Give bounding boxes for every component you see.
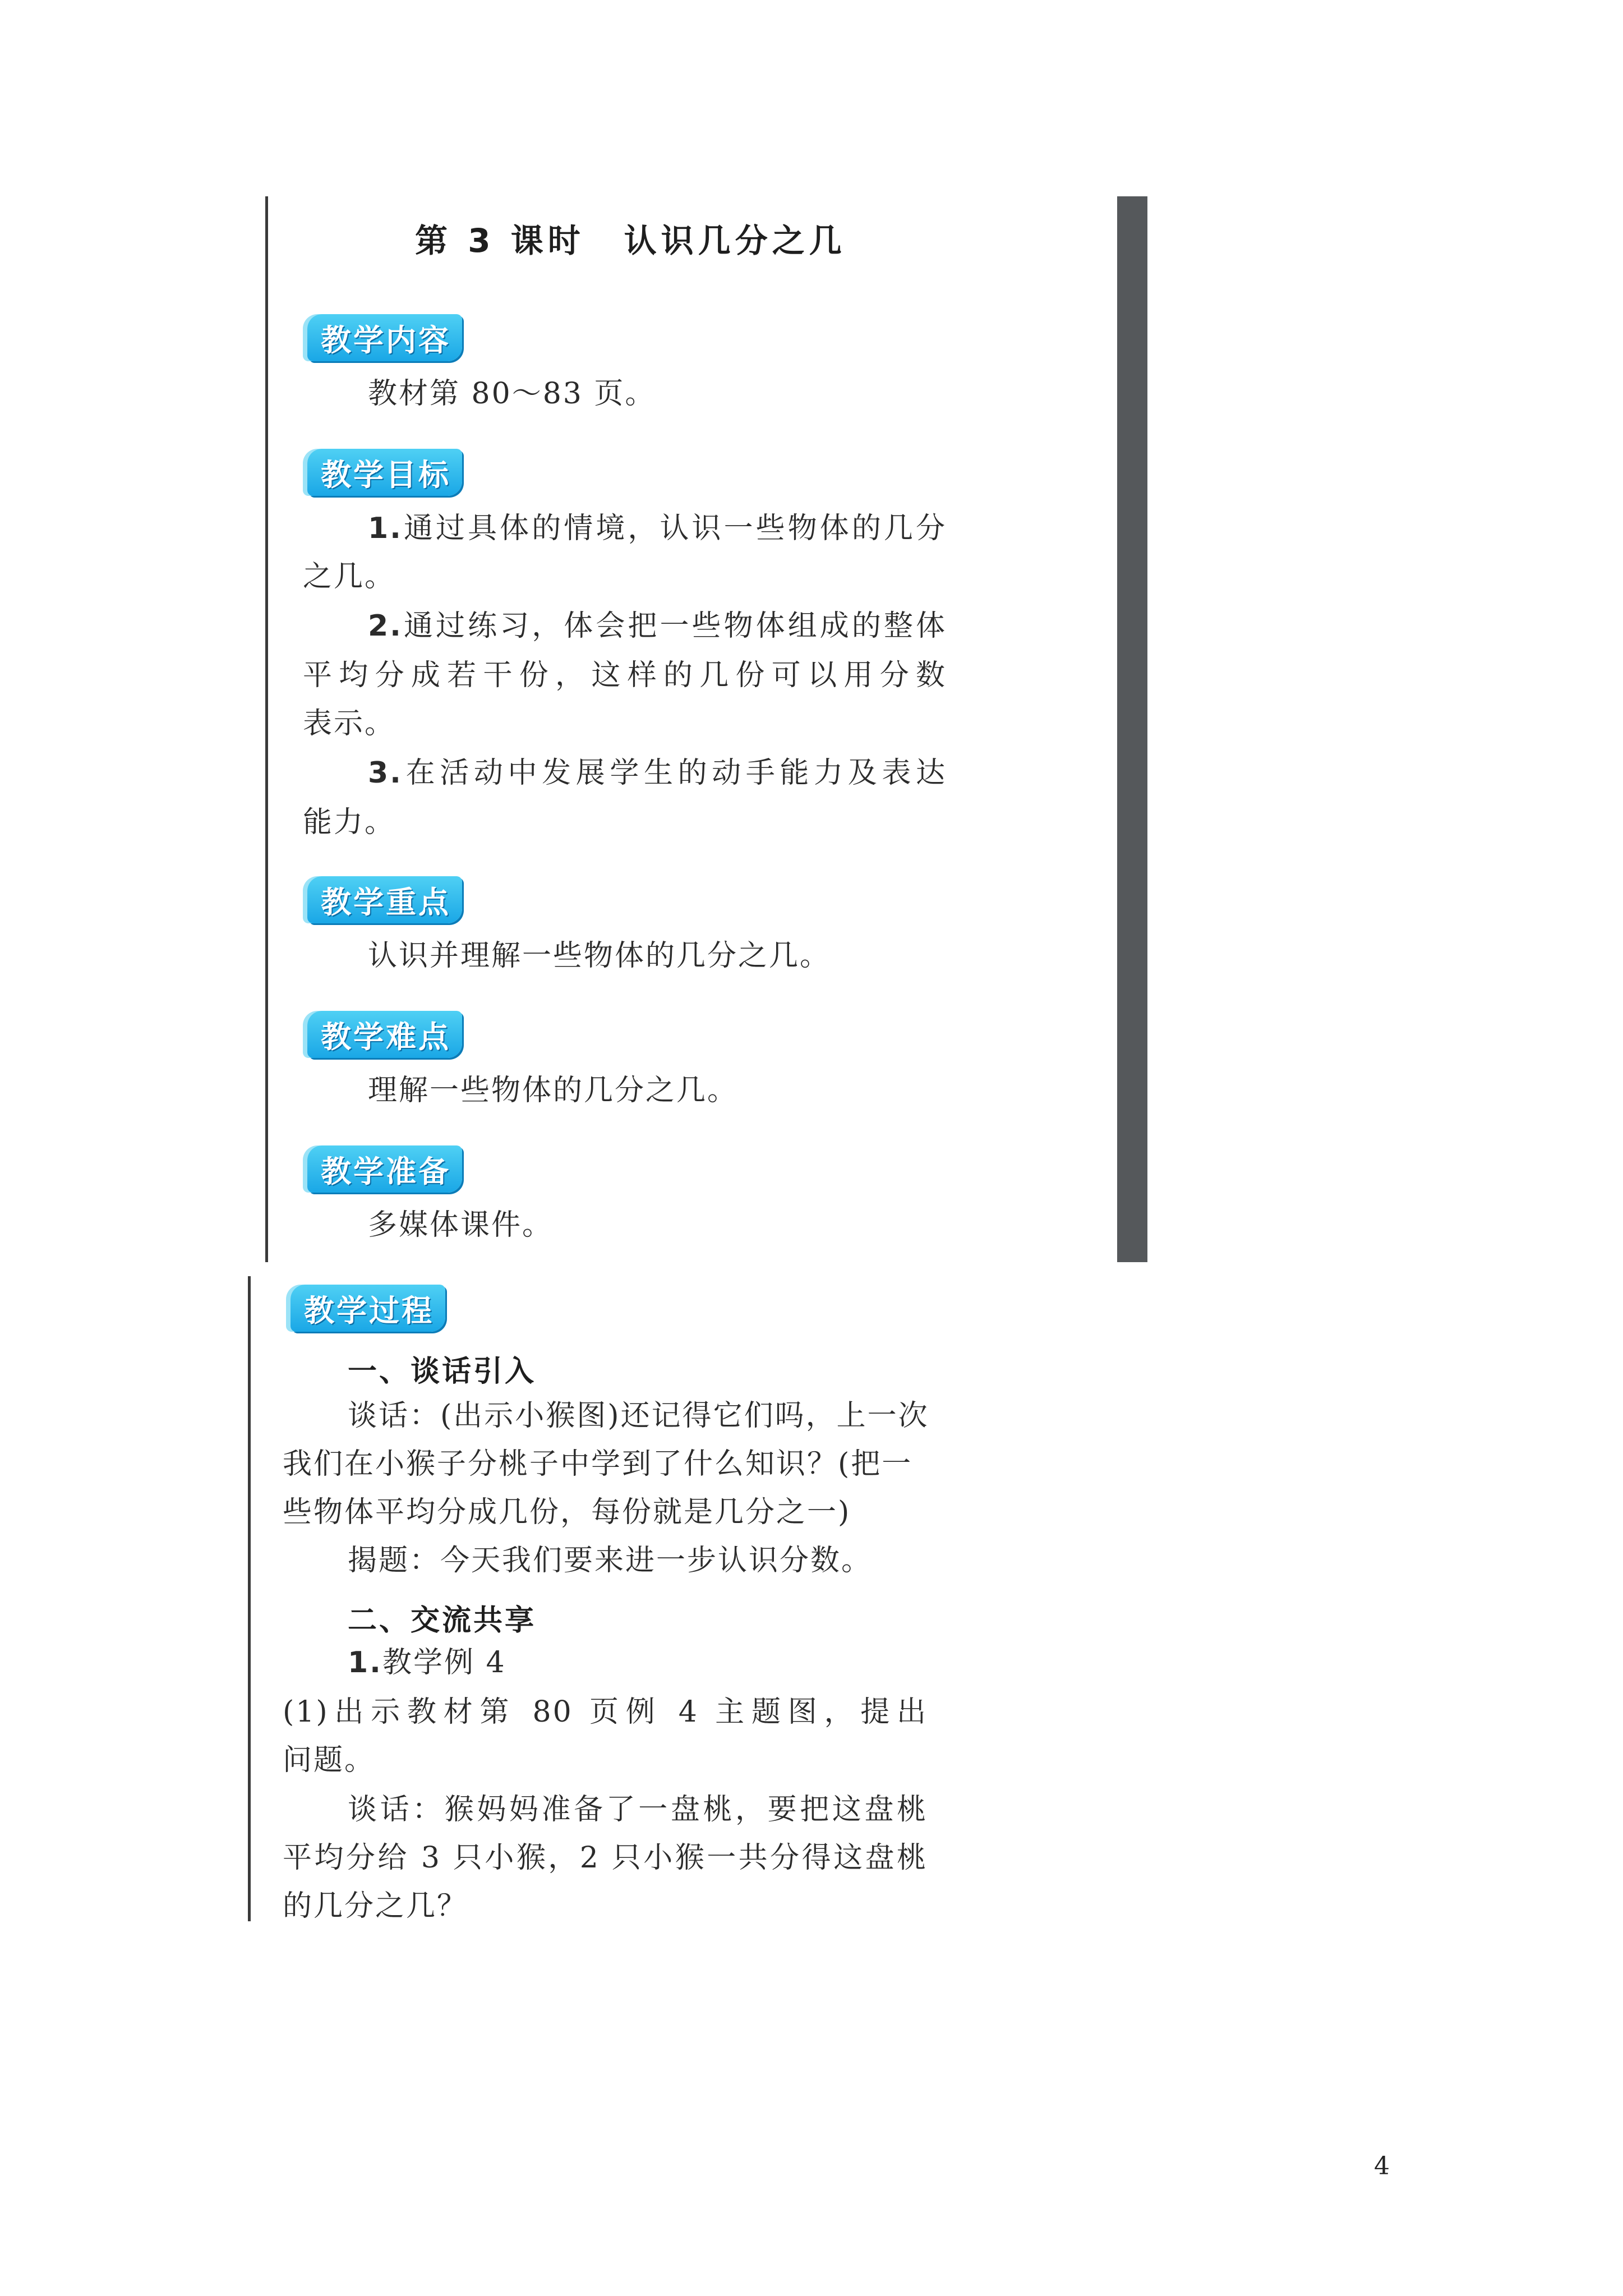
process-part-1-line-4: 揭题：今天我们要来进一步认识分数。 [348, 1544, 873, 1577]
page-number: 4 [1374, 2152, 1390, 2180]
section-tag-preparation: 教学准备 [307, 1145, 462, 1193]
process-part-1-line-1: 谈话：(出示小猴图)还记得它们吗，上一次 [348, 1399, 929, 1433]
goal-2-number: 2. [368, 609, 403, 643]
section-tag-key-point: 教学重点 [307, 876, 462, 923]
section-tag-process: 教学过程 [291, 1285, 445, 1332]
goal-2-line-2: 平均分成若干份，这样的几份可以用分数 [303, 659, 947, 692]
difficulty-text: 理解一些物体的几分之几。 [368, 1074, 739, 1107]
example-line-5: 的几分之几？ [283, 1889, 468, 1923]
goal-2-line-3: 表示。 [303, 707, 396, 740]
example-line-2: 问题。 [283, 1743, 376, 1777]
goal-3-number: 3. [368, 756, 403, 790]
example-number: 1. [348, 1646, 382, 1680]
upper-left-rule [265, 196, 268, 1262]
goal-3-line-1: 3.在活动中发展学生的动手能力及表达 [368, 756, 947, 790]
goal-2-line-1: 2.通过练习，体会把一些物体组成的整体 [368, 609, 947, 643]
preparation-text: 多媒体课件。 [368, 1208, 554, 1242]
section-tag-content: 教学内容 [307, 314, 462, 361]
upper-right-bar [1117, 196, 1147, 1262]
process-part-2-heading: 二、交流共享 [348, 1604, 537, 1637]
goal-1-line-1: 1.通过具体的情境，认识一些物体的几分 [368, 512, 947, 545]
process-part-1-line-2: 我们在小猴子分桃子中学到了什么知识？(把一 [283, 1447, 913, 1481]
process-part-1-line-3: 些物体平均分成几份，每份就是几分之一) [283, 1496, 851, 1529]
goal-1-number: 1. [368, 512, 403, 545]
section-tag-goals: 教学目标 [307, 449, 462, 496]
key-point-text: 认识并理解一些物体的几分之几。 [368, 939, 831, 973]
lesson-topic: 认识几分之几 [624, 222, 846, 260]
goal-1-line-2: 之几。 [303, 560, 396, 593]
example-line-3: 谈话：猴妈妈准备了一盘桃，要把这盘桃 [348, 1793, 928, 1826]
process-part-1-heading: 一、谈话引入 [348, 1355, 537, 1388]
lesson-number: 第 3 课时 [415, 222, 585, 260]
lower-left-rule [248, 1276, 251, 1921]
content-text: 教材第 80～83 页。 [368, 377, 656, 411]
section-tag-difficulty: 教学难点 [307, 1011, 462, 1058]
goal-3-line-2: 能力。 [303, 806, 396, 839]
example-title: 1.教学例 4 [348, 1646, 506, 1680]
example-line-4: 平均分给 3 只小猴，2 只小猴一共分得这盘桃 [283, 1841, 928, 1875]
lesson-title [415, 214, 852, 261]
example-line-1: (1)出示教材第 80 页例 4 主题图，提出 [283, 1695, 928, 1729]
